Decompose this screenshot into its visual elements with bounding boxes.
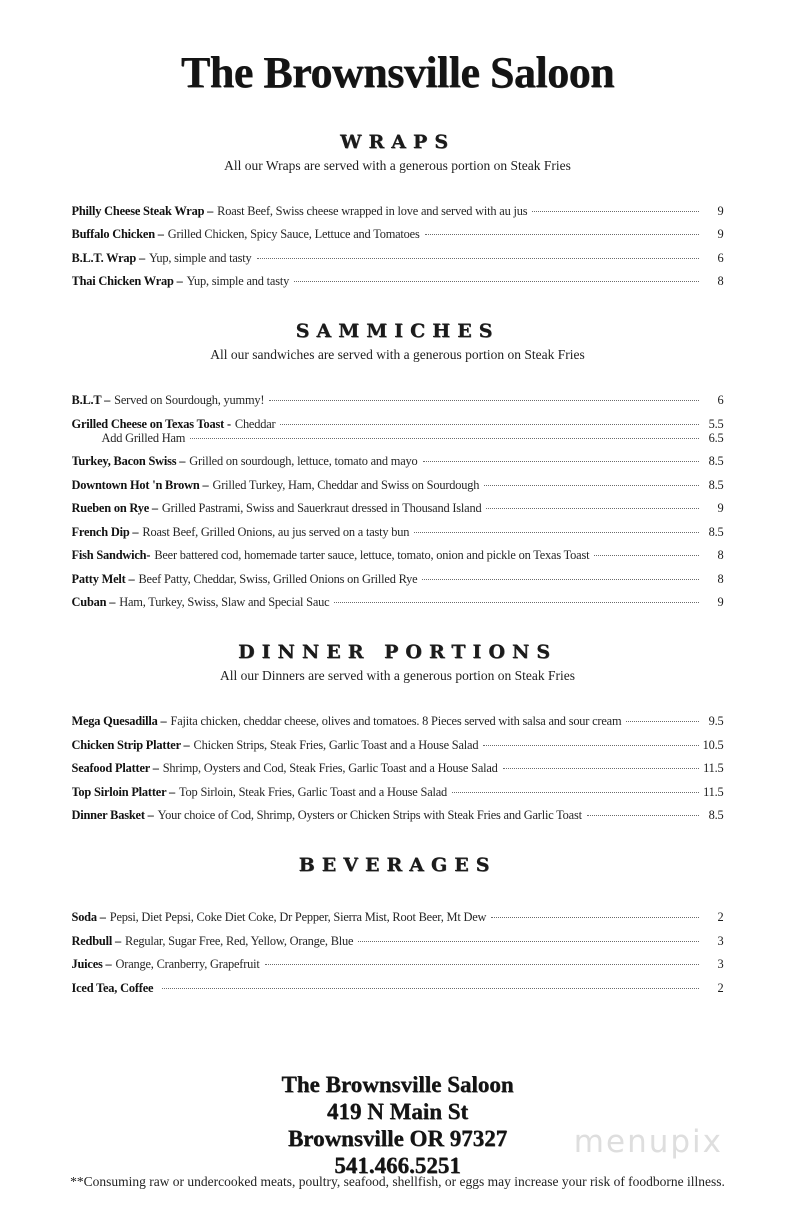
item-price: 8.5 xyxy=(708,454,724,469)
menu-item-row xyxy=(72,981,724,995)
section-heading: WRAPS xyxy=(340,130,455,153)
dotted-leader xyxy=(587,815,699,816)
item-description: Grilled on sourdough, lettuce, tomato and mayo xyxy=(189,454,418,469)
menu-item-row xyxy=(72,478,724,492)
item-name: Redbull – xyxy=(71,933,121,948)
dotted-leader xyxy=(190,438,698,439)
item-price: 6 xyxy=(717,250,724,265)
menu-sections xyxy=(72,131,724,995)
dotted-leader xyxy=(491,917,698,918)
item-description: Beer battered cod, homemade tarter sauce, lettuce, tomato, onion and pickle on Texas Toast xyxy=(154,548,590,563)
section-items xyxy=(72,910,724,995)
item-price: 9 xyxy=(717,203,724,218)
dotted-leader xyxy=(452,792,698,793)
dotted-leader xyxy=(486,508,698,509)
dotted-leader xyxy=(594,555,698,556)
menu-content xyxy=(72,0,724,1179)
item-name: Seafood Platter – xyxy=(71,761,159,776)
menu-section xyxy=(72,854,724,995)
footer-city-state-zip: Brownsville OR 97327 xyxy=(287,1125,508,1151)
dotted-leader xyxy=(280,424,698,425)
item-price: 8 xyxy=(717,548,724,563)
item-description: Add Grilled Ham xyxy=(101,430,186,445)
item-description: Grilled Turkey, Ham, Cheddar and Swiss on Sourdough xyxy=(212,477,480,492)
dotted-leader xyxy=(626,721,698,722)
footer-phone-number: 541.466.5251 xyxy=(334,1152,461,1178)
section-heading: SAMMICHES xyxy=(295,320,500,343)
item-name: Dinner Basket – xyxy=(71,808,154,823)
menu-item-row xyxy=(72,761,724,775)
section-subtitle: All our Dinners are served with a generous portion on Steak Fries xyxy=(219,668,576,684)
item-name: Rueben on Rye – xyxy=(71,501,158,516)
item-price: 9 xyxy=(717,595,724,610)
item-name: Cuban – xyxy=(71,595,116,610)
section-subtitle: All our Wraps are served with a generous portion on Steak Fries xyxy=(224,157,571,173)
item-name: Philly Cheese Steak Wrap – xyxy=(71,203,214,218)
menu-item-row xyxy=(72,934,724,948)
dotted-leader xyxy=(358,941,698,942)
item-name: Mega Quesadilla – xyxy=(71,714,167,729)
item-price: 9 xyxy=(717,501,724,516)
item-name: B.L.T – xyxy=(71,393,111,408)
menu-item-row xyxy=(72,572,724,586)
item-description: Cheddar xyxy=(234,416,276,431)
item-description: Top Sirloin, Steak Fries, Garlic Toast and a House Salad xyxy=(179,784,448,799)
section-heading: BEVERAGES xyxy=(298,854,497,877)
dotted-leader xyxy=(257,258,699,259)
item-description: Your choice of Cod, Shrimp, Oysters or Chicken Strips with Steak Fries and Garlic Toast xyxy=(157,808,582,823)
section-heading: DINNER PORTIONS xyxy=(238,641,557,664)
item-description: Roast Beef, Swiss cheese wrapped in love and served with au jus xyxy=(217,203,528,218)
dotted-leader xyxy=(484,485,698,486)
item-name: Thai Chicken Wrap – xyxy=(71,274,183,289)
menu-item-row xyxy=(72,910,724,924)
item-description: Grilled Chicken, Spicy Sauce, Lettuce and Tomatoes xyxy=(167,227,420,242)
menu-item-row xyxy=(72,548,724,562)
item-name: Fish Sandwich- xyxy=(71,548,151,563)
item-price: 6 xyxy=(717,393,724,408)
menu-item-row xyxy=(72,595,724,609)
dotted-leader xyxy=(503,768,699,769)
menu-item-row xyxy=(72,738,724,752)
item-description: Fajita chicken, cheddar cheese, olives and tomatoes. 8 Pieces served with salsa and sour cream xyxy=(170,714,622,729)
item-name: Grilled Cheese on Texas Toast - xyxy=(71,416,231,431)
item-description: Shrimp, Oysters and Cod, Steak Fries, Garlic Toast and a House Salad xyxy=(162,761,498,776)
dotted-leader xyxy=(269,400,698,401)
item-name: French Dip – xyxy=(71,524,139,539)
section-items xyxy=(72,204,724,289)
item-price: 3 xyxy=(717,933,724,948)
item-description: Yup, simple and tasty xyxy=(186,274,290,289)
item-price: 5.5 xyxy=(708,416,724,431)
dotted-leader xyxy=(334,602,698,603)
item-description: Roast Beef, Grilled Onions, au jus served on a tasty bun xyxy=(142,524,410,539)
dotted-leader xyxy=(265,964,699,965)
footer-restaurant-name: The Brownsville Saloon xyxy=(281,1071,514,1097)
dotted-leader xyxy=(414,532,698,533)
item-description: Regular, Sugar Free, Red, Yellow, Orange, Blue xyxy=(125,933,354,948)
item-name: Buffalo Chicken – xyxy=(71,227,164,242)
item-price: 2 xyxy=(717,980,724,995)
menu-item-row xyxy=(72,204,724,218)
item-price: 9.5 xyxy=(708,714,724,729)
menu-item-row xyxy=(72,431,724,445)
item-description: Beef Patty, Cheddar, Swiss, Grilled Onions on Grilled Rye xyxy=(138,571,418,586)
menu-item-row xyxy=(72,714,724,728)
item-description: Ham, Turkey, Swiss, Slaw and Special Sauc xyxy=(119,595,330,610)
item-price: 6.5 xyxy=(708,430,724,445)
item-price: 11.5 xyxy=(703,784,724,799)
menu-item-row xyxy=(72,501,724,515)
item-description: Chicken Strips, Steak Fries, Garlic Toast and a House Salad xyxy=(193,737,479,752)
dotted-leader xyxy=(425,234,699,235)
menu-section xyxy=(72,320,724,609)
section-subtitle: All our sandwiches are served with a generous portion on Steak Fries xyxy=(210,347,585,363)
item-name: Turkey, Bacon Swiss – xyxy=(71,454,186,469)
menu-item-row xyxy=(72,227,724,241)
item-name: Soda – xyxy=(71,910,106,925)
menu-section xyxy=(72,641,724,822)
item-description: Pepsi, Diet Pepsi, Coke Diet Coke, Dr Pepper, Sierra Mist, Root Beer, Mt Dew xyxy=(109,910,487,925)
item-price: 2 xyxy=(717,910,724,925)
item-description: Orange, Cranberry, Grapefruit xyxy=(115,957,260,972)
menu-item-row xyxy=(72,417,724,431)
item-price: 8 xyxy=(717,571,724,586)
item-description: Served on Sourdough, yummy! xyxy=(114,393,265,408)
item-name: B.L.T. Wrap – xyxy=(71,250,145,265)
dotted-leader xyxy=(162,988,698,989)
menu-item-row xyxy=(72,957,724,971)
menu-item-row xyxy=(72,785,724,799)
item-price: 8.5 xyxy=(708,477,724,492)
menupix-watermark: menupix xyxy=(573,1124,723,1160)
menu-item-row xyxy=(72,393,724,407)
section-items xyxy=(72,714,724,822)
item-price: 8 xyxy=(717,274,724,289)
item-name: Top Sirloin Platter – xyxy=(71,784,176,799)
menu-item-row xyxy=(72,274,724,288)
foodborne-illness-disclaimer: **Consuming raw or undercooked meats, poultry, seafood, shellfish, or eggs may increase your risk of foodborne illness. xyxy=(70,1174,725,1189)
item-price: 3 xyxy=(717,957,724,972)
menu-item-row xyxy=(72,808,724,822)
item-name: Chicken Strip Platter – xyxy=(71,737,190,752)
item-name: Juices – xyxy=(71,957,112,972)
dotted-leader xyxy=(294,281,698,282)
restaurant-title: The Brownsville Saloon xyxy=(180,48,615,97)
item-description: Yup, simple and tasty xyxy=(149,250,252,265)
section-items xyxy=(72,393,724,609)
dotted-leader xyxy=(483,745,698,746)
item-name: Patty Melt – xyxy=(71,571,135,586)
item-price: 9 xyxy=(717,227,724,242)
menu-section xyxy=(72,131,724,289)
item-price: 8.5 xyxy=(708,808,724,823)
item-name: Downtown Hot 'n Brown – xyxy=(71,477,209,492)
item-price: 8.5 xyxy=(708,524,724,539)
footer-street-address: 419 N Main St xyxy=(326,1098,469,1124)
menu-item-row xyxy=(72,525,724,539)
dotted-leader xyxy=(423,461,699,462)
dotted-leader xyxy=(532,211,698,212)
item-description: Grilled Pastrami, Swiss and Sauerkraut dressed in Thousand Island xyxy=(161,501,482,516)
item-name: Iced Tea, Coffee xyxy=(71,980,154,995)
menu-item-row xyxy=(72,251,724,265)
item-price: 10.5 xyxy=(702,737,724,752)
dotted-leader xyxy=(422,579,698,580)
menu-item-row xyxy=(72,454,724,468)
item-price: 11.5 xyxy=(703,761,724,776)
